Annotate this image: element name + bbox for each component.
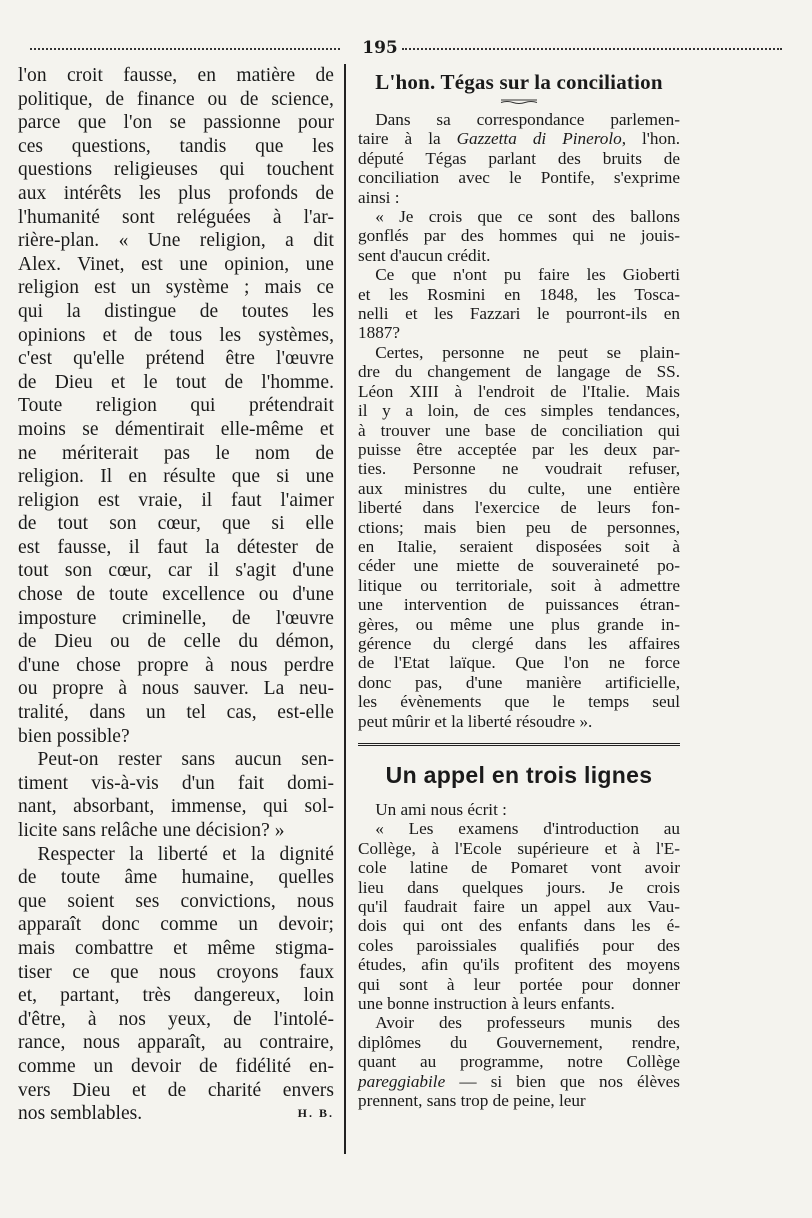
text-line bbox=[18, 1008, 334, 1032]
text-line bbox=[358, 226, 680, 245]
text-line bbox=[358, 576, 680, 595]
text-segment: « Les examens d'introduction au bbox=[375, 819, 680, 839]
text-line bbox=[358, 362, 680, 381]
text-segment: tralité, dans un tel cas, est-elle bbox=[18, 702, 334, 724]
text-line bbox=[358, 498, 680, 517]
text-line bbox=[18, 583, 334, 607]
text-line bbox=[18, 866, 334, 890]
text-line bbox=[18, 748, 334, 772]
text-segment: est fausse, il faut la détester de bbox=[18, 536, 334, 558]
text-line bbox=[18, 182, 334, 206]
page-number: 195 bbox=[362, 38, 398, 58]
text-line bbox=[358, 459, 680, 478]
text-line bbox=[358, 615, 680, 634]
text-line bbox=[18, 607, 334, 631]
article2-paragraph-2 bbox=[358, 819, 680, 1013]
text-line bbox=[18, 88, 334, 112]
text-line bbox=[18, 1031, 334, 1055]
text-line bbox=[358, 207, 680, 226]
text-line bbox=[18, 630, 334, 654]
text-segment: vers Dieu et de charité envers bbox=[18, 1079, 334, 1101]
text-segment: — si bien que nos élèves bbox=[445, 1071, 680, 1091]
text-line bbox=[18, 1055, 334, 1079]
text-segment: Gazzetta di Pinerolo bbox=[456, 129, 622, 149]
text-segment: ne mériterait pas le nom de bbox=[18, 442, 334, 464]
text-segment: Alex. Vinet, est une opinion, une bbox=[18, 253, 334, 275]
text-segment: ties. Personne ne voudrait refuser, bbox=[358, 459, 680, 479]
text-segment: nant, absorbant, immense, qui sol- bbox=[18, 796, 334, 818]
article-separator bbox=[358, 743, 680, 746]
text-line bbox=[18, 512, 334, 536]
text-line bbox=[18, 347, 334, 371]
text-line bbox=[358, 382, 680, 401]
text-line bbox=[358, 304, 680, 323]
text-segment: sent d'aucun crédit. bbox=[358, 245, 491, 265]
text-line bbox=[18, 725, 334, 749]
text-segment: une bonne instruction à leurs enfants. bbox=[358, 994, 615, 1014]
text-segment: les évènements que le temps seul bbox=[358, 692, 680, 712]
text-segment: Peut-on rester sans aucun sen- bbox=[37, 749, 334, 771]
text-line bbox=[18, 819, 334, 843]
text-segment: rance, nous apparaît, au contraire, bbox=[18, 1032, 334, 1054]
text-segment: prennent, sans trop de peine, leur bbox=[358, 1091, 586, 1111]
text-segment: tout son cœur, car il s'agit d'une bbox=[18, 560, 334, 582]
text-line bbox=[358, 916, 680, 935]
text-segment: bien possible? bbox=[18, 725, 130, 747]
text-line bbox=[358, 129, 680, 148]
text-line bbox=[358, 188, 680, 207]
text-segment: moins se démentirait elle-même et bbox=[18, 418, 334, 440]
text-line bbox=[18, 559, 334, 583]
text-segment: de Dieu ou de celle du démon, bbox=[18, 631, 334, 653]
text-segment: de l'Etat laïque. Que l'on ne force bbox=[358, 653, 680, 673]
text-line bbox=[358, 936, 680, 955]
left-column bbox=[18, 64, 334, 1126]
text-line bbox=[358, 265, 680, 284]
text-segment: parce que l'on se passionne pour bbox=[18, 112, 334, 134]
text-line bbox=[358, 673, 680, 692]
text-segment: député Tégas parlant des bruits de bbox=[358, 148, 680, 168]
text-line bbox=[358, 878, 680, 897]
text-segment: Un ami nous écrit : bbox=[375, 800, 507, 819]
text-segment: de toute âme humaine, quelles bbox=[18, 867, 334, 889]
text-line bbox=[18, 677, 334, 701]
text-segment: ces questions, tandis que les bbox=[18, 135, 334, 157]
text-segment: et les Rosmini en 1848, les Tosca- bbox=[358, 284, 680, 304]
text-segment: Respecter la liberté et la dignité bbox=[37, 843, 334, 865]
text-segment: que soient ses convictions, nous bbox=[18, 890, 334, 912]
text-segment: pareggiabile bbox=[358, 1071, 446, 1091]
text-line bbox=[18, 371, 334, 395]
text-segment: Collège, à l'Ecole supérieure et à l'E- bbox=[358, 838, 680, 858]
text-segment: nelli et les Fazzari le pourront-ils en bbox=[358, 304, 680, 324]
text-segment: opinions et de tous les systèmes, bbox=[18, 324, 334, 346]
text-segment: l'on croit fausse, en matière de bbox=[18, 65, 334, 86]
article1-paragraph-1 bbox=[358, 110, 680, 207]
text-segment: gonflés par des hommes qui ne jouis- bbox=[358, 226, 680, 246]
header-rule-right bbox=[402, 48, 782, 50]
text-line bbox=[358, 1091, 680, 1110]
text-segment: 1887? bbox=[358, 323, 401, 343]
text-line bbox=[358, 800, 680, 819]
text-segment: en Italie, seraient disposées soit à bbox=[358, 536, 680, 556]
text-segment: l'humanité sont reléguées à l'ar- bbox=[18, 206, 334, 228]
text-segment: dre du changement de langage de SS. bbox=[358, 362, 680, 382]
text-segment: d'être, à nos yeux, de l'intolé- bbox=[18, 1008, 334, 1030]
text-line bbox=[358, 246, 680, 265]
text-line bbox=[358, 839, 680, 858]
text-segment: Toute religion qui prétendrait bbox=[18, 395, 334, 417]
text-line bbox=[358, 955, 680, 974]
text-segment: céder une miette de souveraineté po- bbox=[358, 556, 680, 576]
text-line bbox=[18, 324, 334, 348]
text-line bbox=[358, 556, 680, 575]
text-segment: donc pas, d'une manière artificielle, bbox=[358, 672, 680, 692]
text-line bbox=[18, 961, 334, 985]
text-line bbox=[358, 518, 680, 537]
text-line bbox=[18, 442, 334, 466]
text-segment: mais combattre et même stigma- bbox=[18, 937, 334, 959]
text-line bbox=[358, 975, 680, 994]
text-segment: rière-plan. « Une religion, a dit bbox=[18, 230, 334, 252]
text-segment: qui sont à leur portée pour donner bbox=[358, 974, 680, 994]
text-segment: timent vis-à-vis d'un fait domi- bbox=[18, 772, 334, 794]
text-segment: nos semblables. bbox=[18, 1103, 143, 1125]
text-line bbox=[358, 819, 680, 838]
text-segment: et, partant, très dangereux, loin bbox=[18, 985, 334, 1007]
text-segment: « Je crois que ce sont des ballons bbox=[375, 207, 680, 227]
text-line bbox=[358, 994, 680, 1013]
text-line bbox=[358, 1052, 680, 1071]
text-line bbox=[358, 343, 680, 362]
text-line bbox=[358, 634, 680, 653]
text-line bbox=[18, 536, 334, 560]
text-line bbox=[18, 984, 334, 1008]
article-title-tegas: L'hon. Tégas sur la conciliation bbox=[375, 70, 663, 94]
text-line bbox=[18, 135, 334, 159]
author-signature: H. B. bbox=[297, 1106, 334, 1121]
text-segment: lieu dans quelques jours. Je crois bbox=[358, 877, 680, 897]
text-line bbox=[18, 843, 334, 867]
text-segment: tiser ce que nous croyons faux bbox=[18, 961, 334, 983]
text-segment: puisse être acceptée par les deux par- bbox=[358, 439, 680, 459]
text-segment: à trouver une base de conciliation qui bbox=[358, 420, 680, 440]
text-segment: quant au programme, notre Collège bbox=[358, 1052, 680, 1072]
text-segment: études, afin qu'ils profitent des moyens bbox=[358, 955, 680, 975]
text-segment: Certes, personne ne peut se plain- bbox=[375, 342, 680, 362]
text-segment: c'est qu'elle prétend être l'œuvre bbox=[18, 348, 334, 370]
text-line bbox=[358, 653, 680, 672]
text-segment: comme un devoir de fidélité en- bbox=[18, 1055, 334, 1077]
text-segment: politique, de finance ou de science, bbox=[18, 88, 334, 110]
text-line bbox=[358, 323, 680, 342]
right-column bbox=[358, 64, 680, 1111]
text-line bbox=[18, 465, 334, 489]
text-line bbox=[18, 890, 334, 914]
text-line bbox=[358, 1033, 680, 1052]
article-title-appel: Un appel en trois lignes bbox=[385, 762, 653, 788]
text-line bbox=[18, 111, 334, 135]
text-segment: Avoir des professeurs munis des bbox=[375, 1013, 680, 1033]
text-segment: il y a loin, de ces simples tendances, bbox=[358, 401, 680, 421]
text-line bbox=[358, 595, 680, 614]
text-line bbox=[18, 489, 334, 513]
text-line bbox=[358, 858, 680, 877]
article2-paragraph-1 bbox=[358, 800, 680, 819]
article1-paragraph-4 bbox=[358, 343, 680, 731]
text-segment: qui la distingue de toutes les bbox=[18, 300, 334, 322]
text-segment: ctions; mais bien peu de personnes, bbox=[358, 517, 680, 537]
text-segment: religion. Il en résulte que si une bbox=[18, 466, 334, 488]
text-segment: de Dieu et le tout de l'homme. bbox=[18, 371, 334, 393]
text-line bbox=[358, 440, 680, 459]
text-segment: d'une chose propre à nous perdre bbox=[18, 654, 334, 676]
text-segment: licite sans relâche une décision? » bbox=[18, 820, 285, 841]
text-segment: peut mûrir et la liberté résoudre ». bbox=[358, 711, 593, 731]
text-segment: apparaît donc comme un devoir; bbox=[18, 914, 334, 936]
column-divider bbox=[344, 64, 346, 1154]
article1-paragraph-3 bbox=[358, 265, 680, 343]
text-line bbox=[18, 418, 334, 442]
text-line bbox=[18, 654, 334, 678]
page-header bbox=[30, 38, 782, 58]
left-paragraph-2 bbox=[18, 748, 334, 842]
text-segment: qu'il faudrait faire un appel aux Vau- bbox=[358, 897, 680, 917]
text-line bbox=[18, 229, 334, 253]
text-segment: litique ou territoriale, soit à admettre bbox=[358, 575, 680, 595]
ornament-divider bbox=[499, 98, 539, 104]
text-segment: coles paroissiales qualifiés pour des bbox=[358, 935, 680, 955]
text-line bbox=[18, 300, 334, 324]
text-line bbox=[358, 110, 680, 129]
article1-paragraph-2 bbox=[358, 207, 680, 265]
left-paragraph-1 bbox=[18, 64, 334, 748]
text-segment: chose de toute excellence ou d'une bbox=[18, 584, 334, 606]
text-line bbox=[358, 537, 680, 556]
text-line bbox=[18, 772, 334, 796]
text-segment: dois qui ont des enfants dans les é- bbox=[358, 916, 680, 936]
text-segment: aux intérêts les plus profonds de bbox=[18, 182, 334, 204]
text-line bbox=[18, 1079, 334, 1103]
text-line bbox=[18, 206, 334, 230]
text-segment: imposture criminelle, de l'œuvre bbox=[18, 607, 334, 629]
text-line bbox=[18, 701, 334, 725]
text-line bbox=[358, 692, 680, 711]
text-line bbox=[358, 421, 680, 440]
text-segment: une intervention de puissances étran- bbox=[358, 595, 680, 615]
text-segment: Dans sa correspondance parlemen- bbox=[375, 110, 680, 129]
text-segment: taire à la bbox=[358, 129, 457, 149]
text-segment: , l'hon. bbox=[621, 129, 680, 149]
text-segment: gérence du clergé dans les affaires bbox=[358, 633, 680, 653]
article2-paragraph-3 bbox=[358, 1013, 680, 1110]
text-segment: aux ministres du culte, une entière bbox=[358, 478, 680, 498]
text-segment: Léon XIII à l'endroit de l'Italie. Mais bbox=[358, 381, 680, 401]
text-segment: religion est vraie, il faut l'aimer bbox=[18, 489, 334, 511]
text-segment: liberté dans l'exercice de leurs fon- bbox=[358, 498, 680, 518]
text-line bbox=[358, 479, 680, 498]
text-line bbox=[358, 149, 680, 168]
text-line bbox=[358, 285, 680, 304]
text-segment: gères, ou même une plus grande in- bbox=[358, 614, 680, 634]
text-line bbox=[18, 276, 334, 300]
text-line bbox=[18, 64, 334, 88]
text-line bbox=[18, 158, 334, 182]
text-segment: questions religieuses qui touchent bbox=[18, 159, 334, 181]
text-line bbox=[18, 394, 334, 418]
text-line bbox=[18, 1102, 334, 1126]
text-line bbox=[358, 401, 680, 420]
text-segment: cole latine de Pomaret vont avoir bbox=[358, 858, 680, 878]
text-segment: ainsi : bbox=[358, 187, 400, 207]
text-line bbox=[18, 913, 334, 937]
text-segment: de tout son cœur, que si elle bbox=[18, 513, 334, 535]
text-segment: conciliation avec le Pontife, s'exprime bbox=[358, 168, 680, 188]
header-rule-left bbox=[30, 48, 340, 50]
text-line bbox=[358, 1072, 680, 1091]
left-paragraph-3 bbox=[18, 843, 334, 1126]
text-segment: Ce que n'ont pu faire les Gioberti bbox=[375, 265, 680, 285]
text-line bbox=[358, 1013, 680, 1032]
text-segment: religion est un système ; mais ce bbox=[18, 277, 334, 299]
text-segment: ou propre à nous sauver. La neu- bbox=[18, 678, 334, 700]
text-line bbox=[358, 712, 680, 731]
text-line bbox=[18, 795, 334, 819]
text-line bbox=[18, 253, 334, 277]
text-line bbox=[358, 168, 680, 187]
text-line bbox=[18, 937, 334, 961]
text-line bbox=[358, 897, 680, 916]
text-segment: diplômes du Gouvernement, rendre, bbox=[358, 1032, 680, 1052]
